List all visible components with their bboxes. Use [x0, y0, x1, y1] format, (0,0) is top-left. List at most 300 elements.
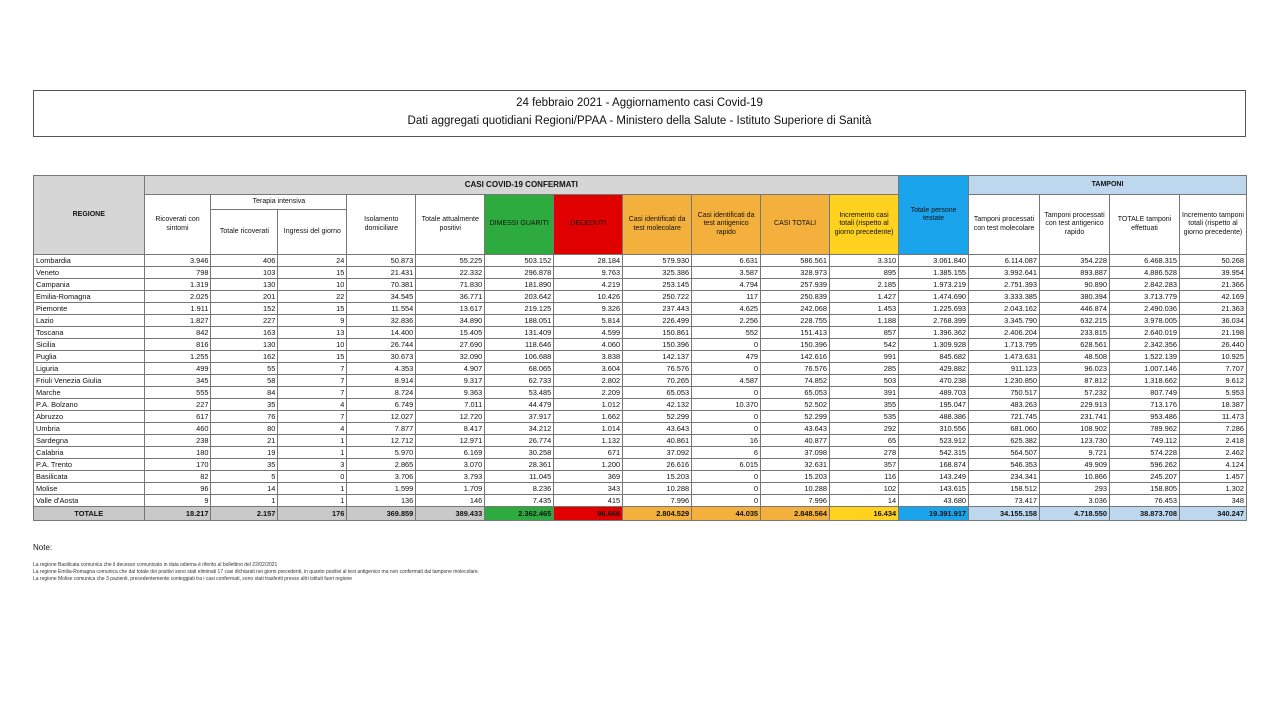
value-cell: 1.385.155 [899, 267, 969, 279]
value-cell: 617 [144, 411, 211, 423]
value-cell: 7.286 [1179, 423, 1246, 435]
value-cell: 1.973.219 [899, 279, 969, 291]
header-tamp-molecolare: Tamponi processati con test molecolare [969, 195, 1040, 255]
value-cell: 11.045 [485, 471, 554, 483]
total-label-cell: TOTALE [34, 507, 145, 521]
total-value-cell: 340.247 [1179, 507, 1246, 521]
value-cell: 4.599 [554, 327, 623, 339]
value-cell: 4.124 [1179, 459, 1246, 471]
header-regione: REGIONE [34, 176, 145, 255]
header-isolamento: Isolamento domiciliare [347, 195, 416, 255]
value-cell: 292 [830, 423, 899, 435]
value-cell: 168.874 [899, 459, 969, 471]
value-cell: 9.326 [554, 303, 623, 315]
value-cell: 555 [144, 387, 211, 399]
region-name-cell: Liguria [34, 363, 145, 375]
value-cell: 2.256 [692, 315, 761, 327]
value-cell: 21.198 [1179, 327, 1246, 339]
value-cell: 152 [211, 303, 278, 315]
value-cell: 1 [278, 483, 347, 495]
table-row [34, 483, 1247, 495]
value-cell: 76.453 [1110, 495, 1180, 507]
value-cell: 628.561 [1040, 339, 1110, 351]
value-cell: 228.755 [761, 315, 830, 327]
value-cell: 9 [144, 495, 211, 507]
value-cell: 180 [144, 447, 211, 459]
value-cell: 68.065 [485, 363, 554, 375]
table-row [34, 375, 1247, 387]
value-cell: 37.917 [485, 411, 554, 423]
value-cell: 1.522.139 [1110, 351, 1180, 363]
value-cell: 9 [278, 315, 347, 327]
value-cell: 53.485 [485, 387, 554, 399]
value-cell: 7 [278, 387, 347, 399]
total-value-cell: 16.434 [830, 507, 899, 521]
value-cell: 3.333.385 [969, 291, 1040, 303]
value-cell: 3.061.840 [899, 255, 969, 267]
value-cell: 76.576 [761, 363, 830, 375]
value-cell: 345 [144, 375, 211, 387]
value-cell: 74.852 [761, 375, 830, 387]
value-cell: 681.060 [969, 423, 1040, 435]
value-cell: 62.733 [485, 375, 554, 387]
value-cell: 70.265 [623, 375, 692, 387]
value-cell: 102 [830, 483, 899, 495]
value-cell: 6.169 [416, 447, 485, 459]
region-name-cell: Sicilia [34, 339, 145, 351]
header-group-tamponi: TAMPONI [969, 176, 1247, 195]
table-row [34, 435, 1247, 447]
value-cell: 43.643 [623, 423, 692, 435]
total-value-cell: 4.718.550 [1040, 507, 1110, 521]
value-cell: 749.112 [1110, 435, 1180, 447]
value-cell: 15 [278, 303, 347, 315]
value-cell: 22.332 [416, 267, 485, 279]
value-cell: 3.946 [144, 255, 211, 267]
value-cell: 380.394 [1040, 291, 1110, 303]
covid-data-table [33, 175, 1247, 521]
table-row [34, 279, 1247, 291]
value-cell: 10.925 [1179, 351, 1246, 363]
value-cell: 40.861 [623, 435, 692, 447]
value-cell: 96.023 [1040, 363, 1110, 375]
value-cell: 36.771 [416, 291, 485, 303]
value-cell: 12.712 [347, 435, 416, 447]
value-cell: 13.617 [416, 303, 485, 315]
value-cell: 911.123 [969, 363, 1040, 375]
value-cell: 2.418 [1179, 435, 1246, 447]
value-cell: 4.587 [692, 375, 761, 387]
note-line: La regione Molise comunica che 3 pazienti, precedentemente conteggiati tra i casi confermati, sono stati trasferiti presso altri istituti fuori regione [33, 576, 353, 582]
value-cell: 3.838 [554, 351, 623, 363]
table-row [34, 423, 1247, 435]
table-row [34, 267, 1247, 279]
value-cell: 14 [211, 483, 278, 495]
value-cell: 123.730 [1040, 435, 1110, 447]
value-cell: 3.992.641 [969, 267, 1040, 279]
value-cell: 5.970 [347, 447, 416, 459]
value-cell: 14.400 [347, 327, 416, 339]
region-name-cell: Campania [34, 279, 145, 291]
value-cell: 0 [692, 363, 761, 375]
value-cell: 250.722 [623, 291, 692, 303]
value-cell: 80 [211, 423, 278, 435]
value-cell: 250.839 [761, 291, 830, 303]
value-cell: 28.361 [485, 459, 554, 471]
value-cell: 203.642 [485, 291, 554, 303]
value-cell: 1.599 [347, 483, 416, 495]
value-cell: 721.745 [969, 411, 1040, 423]
value-cell: 1.225.693 [899, 303, 969, 315]
value-cell: 1.200 [554, 459, 623, 471]
value-cell: 245.207 [1110, 471, 1180, 483]
value-cell: 10.426 [554, 291, 623, 303]
region-name-cell: Emilia-Romagna [34, 291, 145, 303]
value-cell: 991 [830, 351, 899, 363]
value-cell: 35 [211, 399, 278, 411]
region-name-cell: Puglia [34, 351, 145, 363]
value-cell: 34.545 [347, 291, 416, 303]
value-cell: 43.643 [761, 423, 830, 435]
value-cell: 7 [278, 375, 347, 387]
value-cell: 55.225 [416, 255, 485, 267]
value-cell: 354.228 [1040, 255, 1110, 267]
header-ti-ingressi: Ingressi del giorno [278, 210, 347, 255]
value-cell: 429.882 [899, 363, 969, 375]
value-cell: 30.258 [485, 447, 554, 459]
value-cell: 3.310 [830, 255, 899, 267]
value-cell: 1.302 [1179, 483, 1246, 495]
header-ti-totale: Totale ricoverati [211, 210, 278, 255]
header-dimessi: DIMESSI GUARITI [485, 195, 554, 255]
region-name-cell: Calabria [34, 447, 145, 459]
region-name-cell: Piemonte [34, 303, 145, 315]
value-cell: 348 [1179, 495, 1246, 507]
value-cell: 278 [830, 447, 899, 459]
value-cell: 15.203 [623, 471, 692, 483]
value-cell: 15.203 [761, 471, 830, 483]
value-cell: 11.473 [1179, 411, 1246, 423]
report-subtitle: Dati aggregati quotidiani Regioni/PPAA - Ministero della Salute - Istituto Superiore di Sanità [407, 115, 872, 127]
value-cell: 116 [830, 471, 899, 483]
value-cell: 542 [830, 339, 899, 351]
value-cell: 671 [554, 447, 623, 459]
value-cell: 143.615 [899, 483, 969, 495]
value-cell: 953.486 [1110, 411, 1180, 423]
value-cell: 807.749 [1110, 387, 1180, 399]
value-cell: 6.468.315 [1110, 255, 1180, 267]
region-name-cell: P.A. Trento [34, 459, 145, 471]
value-cell: 1.319 [144, 279, 211, 291]
value-cell: 1.713.795 [969, 339, 1040, 351]
table-row [34, 459, 1247, 471]
value-cell: 0 [692, 495, 761, 507]
value-cell: 22 [278, 291, 347, 303]
value-cell: 857 [830, 327, 899, 339]
total-value-cell: 2.804.529 [623, 507, 692, 521]
header-tamp-incremento: Incremento tamponi totali (rispetto al giorno precedente) [1179, 195, 1246, 255]
table-row [34, 339, 1247, 351]
value-cell: 82 [144, 471, 211, 483]
value-cell: 130 [211, 339, 278, 351]
value-cell: 118.646 [485, 339, 554, 351]
value-cell: 0 [692, 483, 761, 495]
value-cell: 7 [278, 363, 347, 375]
table-row [34, 447, 1247, 459]
value-cell: 503.152 [485, 255, 554, 267]
region-name-cell: Basilicata [34, 471, 145, 483]
region-name-cell: Umbria [34, 423, 145, 435]
value-cell: 188.051 [485, 315, 554, 327]
report-title-box [33, 90, 1246, 137]
value-cell: 8.724 [347, 387, 416, 399]
header-incremento: Incremento casi totali (rispetto al giorno precedente) [830, 195, 899, 255]
total-value-cell: 44.035 [692, 507, 761, 521]
value-cell: 32.836 [347, 315, 416, 327]
value-cell: 150.396 [761, 339, 830, 351]
value-cell: 750.517 [969, 387, 1040, 399]
table-body [34, 255, 1247, 521]
value-cell: 35 [211, 459, 278, 471]
value-cell: 1.132 [554, 435, 623, 447]
value-cell: 26.440 [1179, 339, 1246, 351]
value-cell: 596.262 [1110, 459, 1180, 471]
value-cell: 4.794 [692, 279, 761, 291]
header-deceduti: DECEDUTI [554, 195, 623, 255]
header-casi-totali: CASI TOTALI [761, 195, 830, 255]
value-cell: 3.978.005 [1110, 315, 1180, 327]
value-cell: 1 [278, 435, 347, 447]
value-cell: 6.114.087 [969, 255, 1040, 267]
total-value-cell: 2.848.564 [761, 507, 830, 521]
value-cell: 293 [1040, 483, 1110, 495]
value-cell: 586.561 [761, 255, 830, 267]
value-cell: 574.228 [1110, 447, 1180, 459]
value-cell: 7.996 [623, 495, 692, 507]
value-cell: 1.012 [554, 399, 623, 411]
value-cell: 238 [144, 435, 211, 447]
value-cell: 713.176 [1110, 399, 1180, 411]
value-cell: 103 [211, 267, 278, 279]
value-cell: 21.363 [1179, 303, 1246, 315]
value-cell: 310.556 [899, 423, 969, 435]
value-cell: 3.587 [692, 267, 761, 279]
value-cell: 499 [144, 363, 211, 375]
value-cell: 1 [278, 447, 347, 459]
value-cell: 4.219 [554, 279, 623, 291]
value-cell: 7.707 [1179, 363, 1246, 375]
total-value-cell: 176 [278, 507, 347, 521]
table-row [34, 315, 1247, 327]
table-row [34, 255, 1247, 267]
value-cell: 9.317 [416, 375, 485, 387]
value-cell: 579.930 [623, 255, 692, 267]
value-cell: 3.706 [347, 471, 416, 483]
value-cell: 446.874 [1040, 303, 1110, 315]
value-cell: 108.902 [1040, 423, 1110, 435]
value-cell: 90.890 [1040, 279, 1110, 291]
value-cell: 12.027 [347, 411, 416, 423]
region-name-cell: Sardegna [34, 435, 145, 447]
value-cell: 460 [144, 423, 211, 435]
value-cell: 355 [830, 399, 899, 411]
value-cell: 3.713.779 [1110, 291, 1180, 303]
header-positivi: Totale attualmente positivi [416, 195, 485, 255]
value-cell: 4.060 [554, 339, 623, 351]
region-name-cell: Lazio [34, 315, 145, 327]
value-cell: 136 [347, 495, 416, 507]
value-cell: 2.342.356 [1110, 339, 1180, 351]
value-cell: 26.774 [485, 435, 554, 447]
value-cell: 65.053 [761, 387, 830, 399]
value-cell: 227 [144, 399, 211, 411]
value-cell: 8.417 [416, 423, 485, 435]
value-cell: 6.015 [692, 459, 761, 471]
value-cell: 7 [278, 411, 347, 423]
value-cell: 70.381 [347, 279, 416, 291]
value-cell: 158.805 [1110, 483, 1180, 495]
value-cell: 42.132 [623, 399, 692, 411]
value-cell: 10 [278, 339, 347, 351]
value-cell: 84 [211, 387, 278, 399]
total-value-cell: 38.873.708 [1110, 507, 1180, 521]
value-cell: 1.453 [830, 303, 899, 315]
region-name-cell: Lombardia [34, 255, 145, 267]
value-cell: 7.877 [347, 423, 416, 435]
value-cell: 32.090 [416, 351, 485, 363]
region-name-cell: Friuli Venezia Giulia [34, 375, 145, 387]
value-cell: 1.014 [554, 423, 623, 435]
value-cell: 1.427 [830, 291, 899, 303]
value-cell: 1 [211, 495, 278, 507]
value-cell: 43.680 [899, 495, 969, 507]
value-cell: 42.169 [1179, 291, 1246, 303]
value-cell: 52.502 [761, 399, 830, 411]
value-cell: 798 [144, 267, 211, 279]
value-cell: 328.973 [761, 267, 830, 279]
table-row [34, 303, 1247, 315]
value-cell: 9.363 [416, 387, 485, 399]
value-cell: 24 [278, 255, 347, 267]
value-cell: 552 [692, 327, 761, 339]
value-cell: 162 [211, 351, 278, 363]
note-line: La regione Basilicata comunica che il decesso comunicato in data odierna è riferito al bollettino del 22/02/2021 [33, 562, 278, 568]
value-cell: 6 [692, 447, 761, 459]
value-cell: 49.909 [1040, 459, 1110, 471]
value-cell: 0 [692, 411, 761, 423]
value-cell: 1.396.362 [899, 327, 969, 339]
value-cell: 40.877 [761, 435, 830, 447]
value-cell: 21.431 [347, 267, 416, 279]
value-cell: 1.230.850 [969, 375, 1040, 387]
value-cell: 151.413 [761, 327, 830, 339]
value-cell: 50.268 [1179, 255, 1246, 267]
value-cell: 106.688 [485, 351, 554, 363]
value-cell: 21.366 [1179, 279, 1246, 291]
value-cell: 5 [211, 471, 278, 483]
value-cell: 2.185 [830, 279, 899, 291]
value-cell: 845.682 [899, 351, 969, 363]
value-cell: 229.913 [1040, 399, 1110, 411]
header-group-confermati: CASI COVID-19 CONFERMATI [144, 176, 899, 195]
value-cell: 542.315 [899, 447, 969, 459]
value-cell: 503 [830, 375, 899, 387]
value-cell: 87.812 [1040, 375, 1110, 387]
value-cell: 0 [278, 471, 347, 483]
value-cell: 15 [278, 267, 347, 279]
value-cell: 48.508 [1040, 351, 1110, 363]
value-cell: 2.406.204 [969, 327, 1040, 339]
value-cell: 10.288 [761, 483, 830, 495]
value-cell: 0 [692, 423, 761, 435]
value-cell: 415 [554, 495, 623, 507]
region-name-cell: P.A. Bolzano [34, 399, 145, 411]
value-cell: 2.043.162 [969, 303, 1040, 315]
value-cell: 343 [554, 483, 623, 495]
value-cell: 2.025 [144, 291, 211, 303]
value-cell: 117 [692, 291, 761, 303]
table-row [34, 495, 1247, 507]
value-cell: 28.184 [554, 255, 623, 267]
value-cell: 1.474.690 [899, 291, 969, 303]
value-cell: 14 [830, 495, 899, 507]
value-cell: 39.954 [1179, 267, 1246, 279]
value-cell: 76.576 [623, 363, 692, 375]
value-cell: 27.690 [416, 339, 485, 351]
value-cell: 19 [211, 447, 278, 459]
value-cell: 10 [278, 279, 347, 291]
value-cell: 11.554 [347, 303, 416, 315]
value-cell: 406 [211, 255, 278, 267]
value-cell: 9.763 [554, 267, 623, 279]
value-cell: 489.703 [899, 387, 969, 399]
value-cell: 816 [144, 339, 211, 351]
value-cell: 546.353 [969, 459, 1040, 471]
region-name-cell: Marche [34, 387, 145, 399]
value-cell: 4.907 [416, 363, 485, 375]
value-cell: 237.443 [623, 303, 692, 315]
value-cell: 3 [278, 459, 347, 471]
value-cell: 1.827 [144, 315, 211, 327]
value-cell: 50.873 [347, 255, 416, 267]
value-cell: 65 [830, 435, 899, 447]
value-cell: 523.912 [899, 435, 969, 447]
value-cell: 1.662 [554, 411, 623, 423]
value-cell: 285 [830, 363, 899, 375]
value-cell: 58 [211, 375, 278, 387]
note-line: La regione Emilia-Romagna comunica che dal totale dei positivi sono stati eliminati 17 casi dichiarati nei giorni precedenti, in quanto positivi al test antigenico ma non confermati dal tampone molecolare. [33, 569, 480, 575]
value-cell: 2.865 [347, 459, 416, 471]
value-cell: 3.070 [416, 459, 485, 471]
total-value-cell: 369.859 [347, 507, 416, 521]
table-row [34, 387, 1247, 399]
value-cell: 65.053 [623, 387, 692, 399]
table-row [34, 291, 1247, 303]
value-cell: 257.939 [761, 279, 830, 291]
value-cell: 1.709 [416, 483, 485, 495]
region-name-cell: Veneto [34, 267, 145, 279]
total-value-cell: 96.666 [554, 507, 623, 521]
value-cell: 842 [144, 327, 211, 339]
value-cell: 34.212 [485, 423, 554, 435]
value-cell: 4.353 [347, 363, 416, 375]
header-molecolare: Casi identificati da test molecolare [623, 195, 692, 255]
value-cell: 36.034 [1179, 315, 1246, 327]
value-cell: 227 [211, 315, 278, 327]
table-row [34, 363, 1247, 375]
value-cell: 242.068 [761, 303, 830, 315]
value-cell: 71.830 [416, 279, 485, 291]
